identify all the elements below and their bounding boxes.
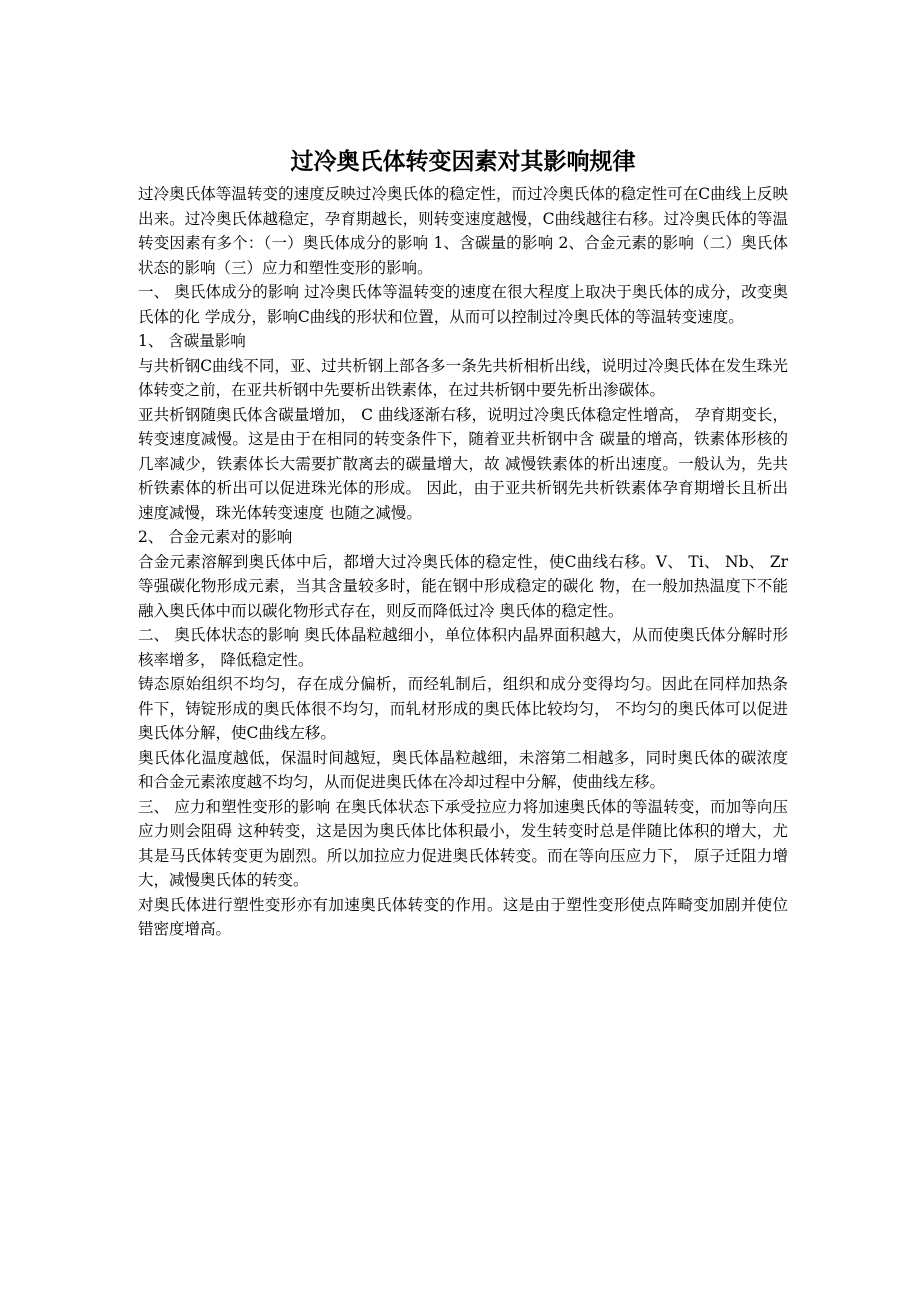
document-title: 过冷奥氏体转变因素对其影响规律	[290, 149, 636, 175]
paragraph-section-1: 一、 奥氏体成分的影响 过冷奥氏体等温转变的速度在很大程度上取决于奥氏体的成分，改变奥氏体的化 学成分，影响C曲线的形状和位置，从而可以控制过冷奥氏体的等温转变速度。	[138, 283, 788, 326]
paragraph-carbon-1: 与共析钢C曲线不同，亚、过共析钢上部各多一条先共析相析出线，说明过冷奥氏体在发生珠光体转变之前，在亚共析钢中先要析出铁素体，在过共析钢中要先析出渗碳体。	[138, 356, 788, 399]
paragraph-section-3: 三、 应力和塑性变形的影响 在奥氏体状态下承受拉应力将加速奥氏体的等温转变，而加等向压应力则会阻碍 这种转变，这是因为奥氏体比体积最小，发生转变时总是伴随比体积的增大，尤 其是马氏体转变更为剧烈。所以加拉应力促进奥氏体转变。而在等向压应力下， 原子迁阻力增大，减慢奥氏体的转变。	[138, 797, 788, 889]
paragraph-plastic-deformation: 对奥氏体进行塑性变形亦有加速奥氏体转变的作用。这是由于塑性变形使点阵畸变加剧并使位错密度增高。	[138, 895, 788, 938]
paragraph-austenitizing: 奥氏体化温度越低，保温时间越短，奥氏体晶粒越细，未溶第二相越多，同时奥氏体的碳浓度和合金元素浓度越不均匀，从而促进奥氏体在冷却过程中分解，使曲线左移。	[138, 748, 788, 791]
paragraph-intro: 过冷奥氏体等温转变的速度反映过冷奥氏体的稳定性，而过冷奥氏体的稳定性可在C曲线上反映出来。过冷奥氏体越稳定，孕育期越长，则转变速度越慢，C曲线越往右移。过冷奥氏体的等温转变因素有多个：（一）奥氏体成分的影响 1、含碳量的影响 2、合金元素的影响（二）奥氏体状态的影响（三）应力和塑性变形的影响。	[138, 185, 788, 277]
paragraph-casting: 铸态原始组织不均匀，存在成分偏析，而经轧制后，组织和成分变得均匀。因此在同样加热条件下，铸锭形成的奥氏体很不均匀，而轧材形成的奥氏体比较均匀， 不均匀的奥氏体可以促进奥氏体分解，使C曲线左移。	[138, 675, 788, 742]
paragraph-alloy: 合金元素溶解到奥氏体中后，都增大过冷奥氏体的稳定性，使C曲线右移。V、 Ti、 Nb、 Zr 等强碳化物形成元素，当其含量较多时，能在钢中形成稳定的碳化 物，在一般加热温度下不能融入奥氏体中而以碳化物形式存在，则反而降低过冷 奥氏体的稳定性。	[138, 552, 788, 620]
paragraph-subheading-alloy: 2、 合金元素对的影响	[138, 528, 293, 546]
document-body	[138, 182, 788, 942]
paragraph-carbon-2: 亚共析钢随奥氏体含碳量增加， C 曲线逐渐右移，说明过冷奥氏体稳定性增高， 孕育期变长，转变速度减慢。这是由于在相同的转变条件下，随着亚共析钢中含 碳量的增高，铁素体形核的几率减少，铁素体长大需要扩散离去的碳量增大，故 减慢铁素体的析出速度。一般认为，先共析铁素体的析出可以促进珠光体的形成。 因此，由于亚共析钢先共析铁素体孕育期增长且析出速度减慢，珠光体转变速度 也随之减慢。	[138, 405, 788, 522]
paragraph-section-2: 二、 奥氏体状态的影响 奥氏体晶粒越细小，单位体积内晶界面积越大，从而使奥氏体分解时形核率增多， 降低稳定性。	[138, 626, 788, 669]
document-page	[138, 144, 788, 942]
paragraph-subheading-carbon: 1、 含碳量影响	[138, 332, 246, 350]
